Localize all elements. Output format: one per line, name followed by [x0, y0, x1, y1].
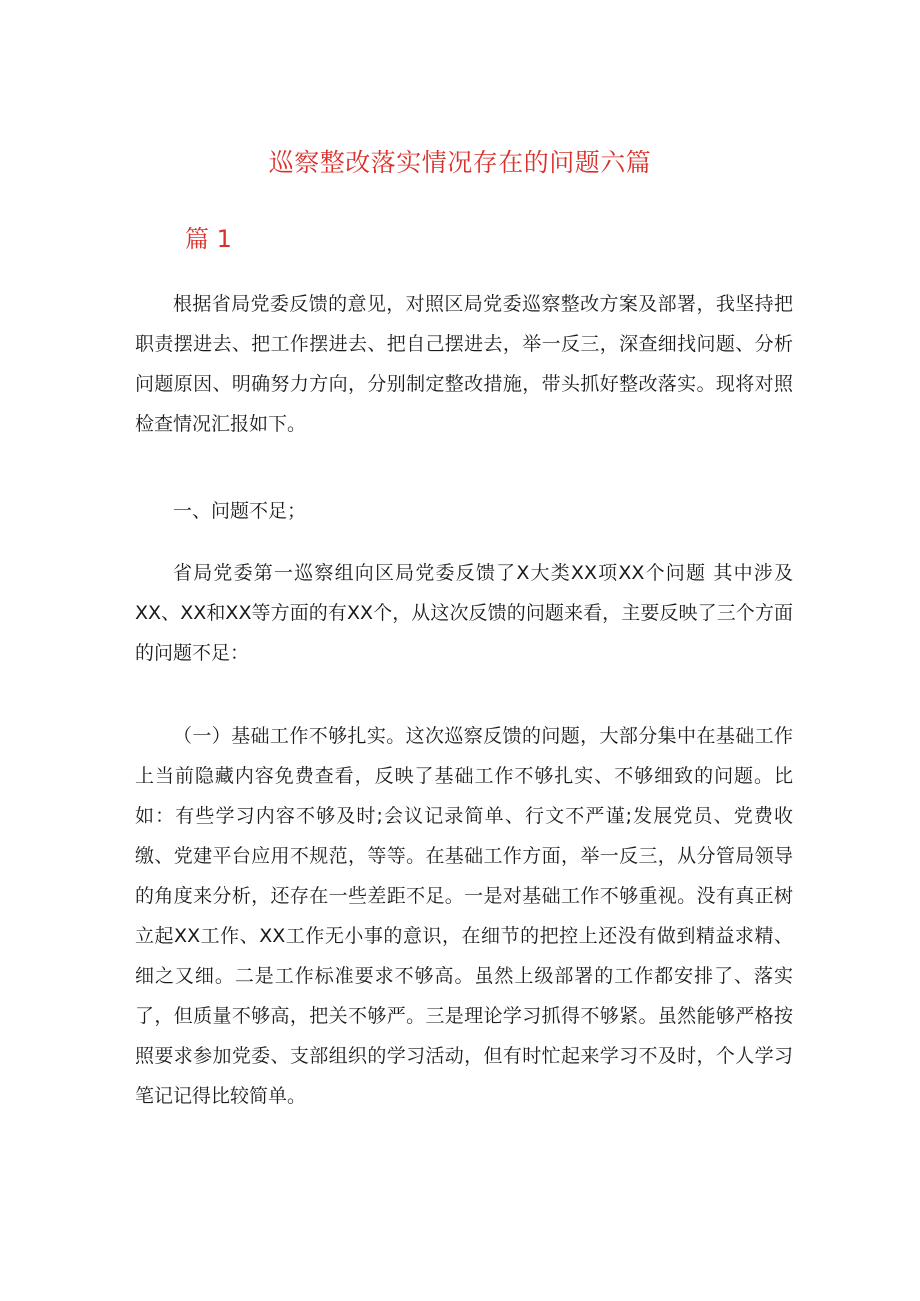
- feedback-paragraph: 省局党委第一巡察组向区局党委反馈了X大类XX项XX个问题 其中涉及XX、XX和XX等方面的有XX个，从这次反馈的问题来看，主要反映了三个方面的问题不足：: [135, 562, 793, 664]
- problem-heading: 一、问题不足；: [173, 500, 307, 522]
- item-one-paragraph: （一）基础工作不够扎实。这次巡察反馈的问题，大部分集中在基础工作上当前隐藏内容免费查看，反映了基础工作不够扎实、不够细致的问题。比如：有些学习内容不够及时;会议记录简单、行文不严谨;发展党员、党费收缴、党建平台应用不规范，等等。在基础工作方面，举一反三，从分管局领导的角度来分析，还存在一些差距不足。一是对基础工作不够重视。没有真正树立起XX工作、XX工作无小事的意识，在细节的把控上还没有做到精益求精、细之又细。二是工作标准要求不够高。虽然上级部署的工作都安排了、落实了，但质量不够高，把关不够严。三是理论学习抓得不够紧。虽然能够严格按照要求参加党委、支部组织的学习活动，但有时忙起来学习不及时，个人学习笔记记得比较简单。: [135, 725, 793, 1107]
- section-heading: 篇 1: [185, 225, 232, 253]
- document-title: 巡察整改落实情况存在的问题六篇: [268, 148, 652, 177]
- intro-paragraph: 根据省局党委反馈的意见，对照区局党委巡察整改方案及部署，我坚持把职责摆进去、把工作摆进去、把自己摆进去，举一反三，深查细找问题、分析问题原因、明确努力方向，分别制定整改措施，带头抓好整改落实。现将对照检查情况汇报如下。: [135, 293, 793, 435]
